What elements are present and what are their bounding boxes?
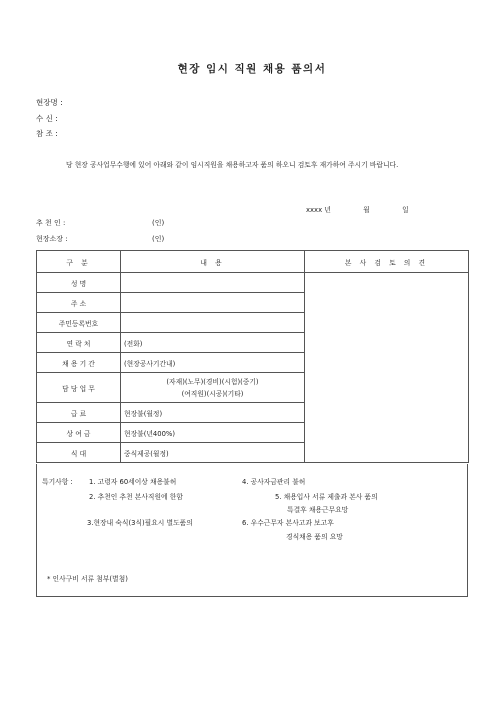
row-value-resident-number[interactable] xyxy=(121,313,305,333)
header-review: 본 사 검 토 의 견 xyxy=(305,251,469,273)
note-item: 6. 우수근무자 본사고과 보고후 xyxy=(242,519,334,527)
row-value-bonus[interactable]: 현장불(년400%) xyxy=(121,423,305,443)
special-notes-box xyxy=(36,464,468,597)
memo-body: 당 현장 공사업무수행에 있어 아래와 같이 임시직원을 채용하고자 품의 하오니 검토후 재가하여 주시기 바랍니다. xyxy=(66,161,399,169)
note-item: 5. 채용입사 서류 제출과 본사 품의 xyxy=(275,493,378,501)
duty-options-line-1: (자재)(노무)(경비)(시험)(중기) xyxy=(166,377,259,386)
row-label-name: 성 명 xyxy=(37,273,121,293)
row-label-bonus: 상 여 금 xyxy=(37,423,121,443)
date-month: 월 xyxy=(363,206,370,214)
header-category: 구 분 xyxy=(37,251,121,273)
document-title: 현장 임시 직원 채용 품의서 xyxy=(177,63,327,75)
hiring-form-table xyxy=(36,250,469,463)
site-manager-label: 현장소장 : xyxy=(36,235,68,243)
reference-label: 참 조 : xyxy=(36,129,58,138)
row-label-contact: 연 락 처 xyxy=(37,333,121,353)
recommender-seal: (인) xyxy=(152,219,165,227)
row-label-meals: 식 대 xyxy=(37,443,121,463)
date-year: xxxx 년 xyxy=(306,206,331,214)
header-content: 내 용 xyxy=(121,251,305,273)
note-item: 4. 공사자금관리 불허 xyxy=(242,478,306,486)
table-row xyxy=(37,273,469,293)
row-value-duty[interactable] xyxy=(121,373,305,403)
note-item: 특결후 채용근무요망 xyxy=(287,506,349,514)
row-value-meals[interactable]: 중식제공(월정) xyxy=(121,443,305,463)
note-item: 3.현장내 숙식(3식)필요시 별도품의 xyxy=(87,519,193,527)
row-label-duty: 담 당 업 무 xyxy=(37,373,121,403)
duty-options-line-2: (여직원)(시공)(기타) xyxy=(181,389,244,398)
recipient-label: 수 신 : xyxy=(36,114,58,123)
note-item: 2. 추천인 추천 본사직원에 한함 xyxy=(89,493,183,501)
row-value-period[interactable]: (현장공사기간내) xyxy=(121,353,305,373)
date-day: 일 xyxy=(402,206,409,214)
row-label-resident-number: 주민등록번호 xyxy=(37,313,121,333)
recommender-label: 추 천 인 : xyxy=(36,219,66,227)
site-name-label: 현장명 : xyxy=(36,98,63,107)
row-value-name[interactable] xyxy=(121,273,305,293)
row-label-address: 주 소 xyxy=(37,293,121,313)
table-header-row xyxy=(37,251,469,273)
site-manager-seal: (인) xyxy=(152,235,165,243)
review-opinion-cell[interactable] xyxy=(305,273,469,463)
note-item: 1. 고령자 60세이상 채용불허 xyxy=(89,478,177,486)
row-value-salary[interactable]: 현장불(월정) xyxy=(121,403,305,423)
note-item: 경식채용 품의 요망 xyxy=(286,533,343,541)
row-label-salary: 급 료 xyxy=(37,403,121,423)
row-label-period: 채 용 기 간 xyxy=(37,353,121,373)
row-value-contact[interactable]: (전화) xyxy=(121,333,305,353)
notes-heading: 특기사항 : xyxy=(42,478,73,486)
row-value-address[interactable] xyxy=(121,293,305,313)
attachment-note: * 인사구비 서류 첨부(별첨) xyxy=(47,575,128,583)
date-line xyxy=(306,204,409,214)
